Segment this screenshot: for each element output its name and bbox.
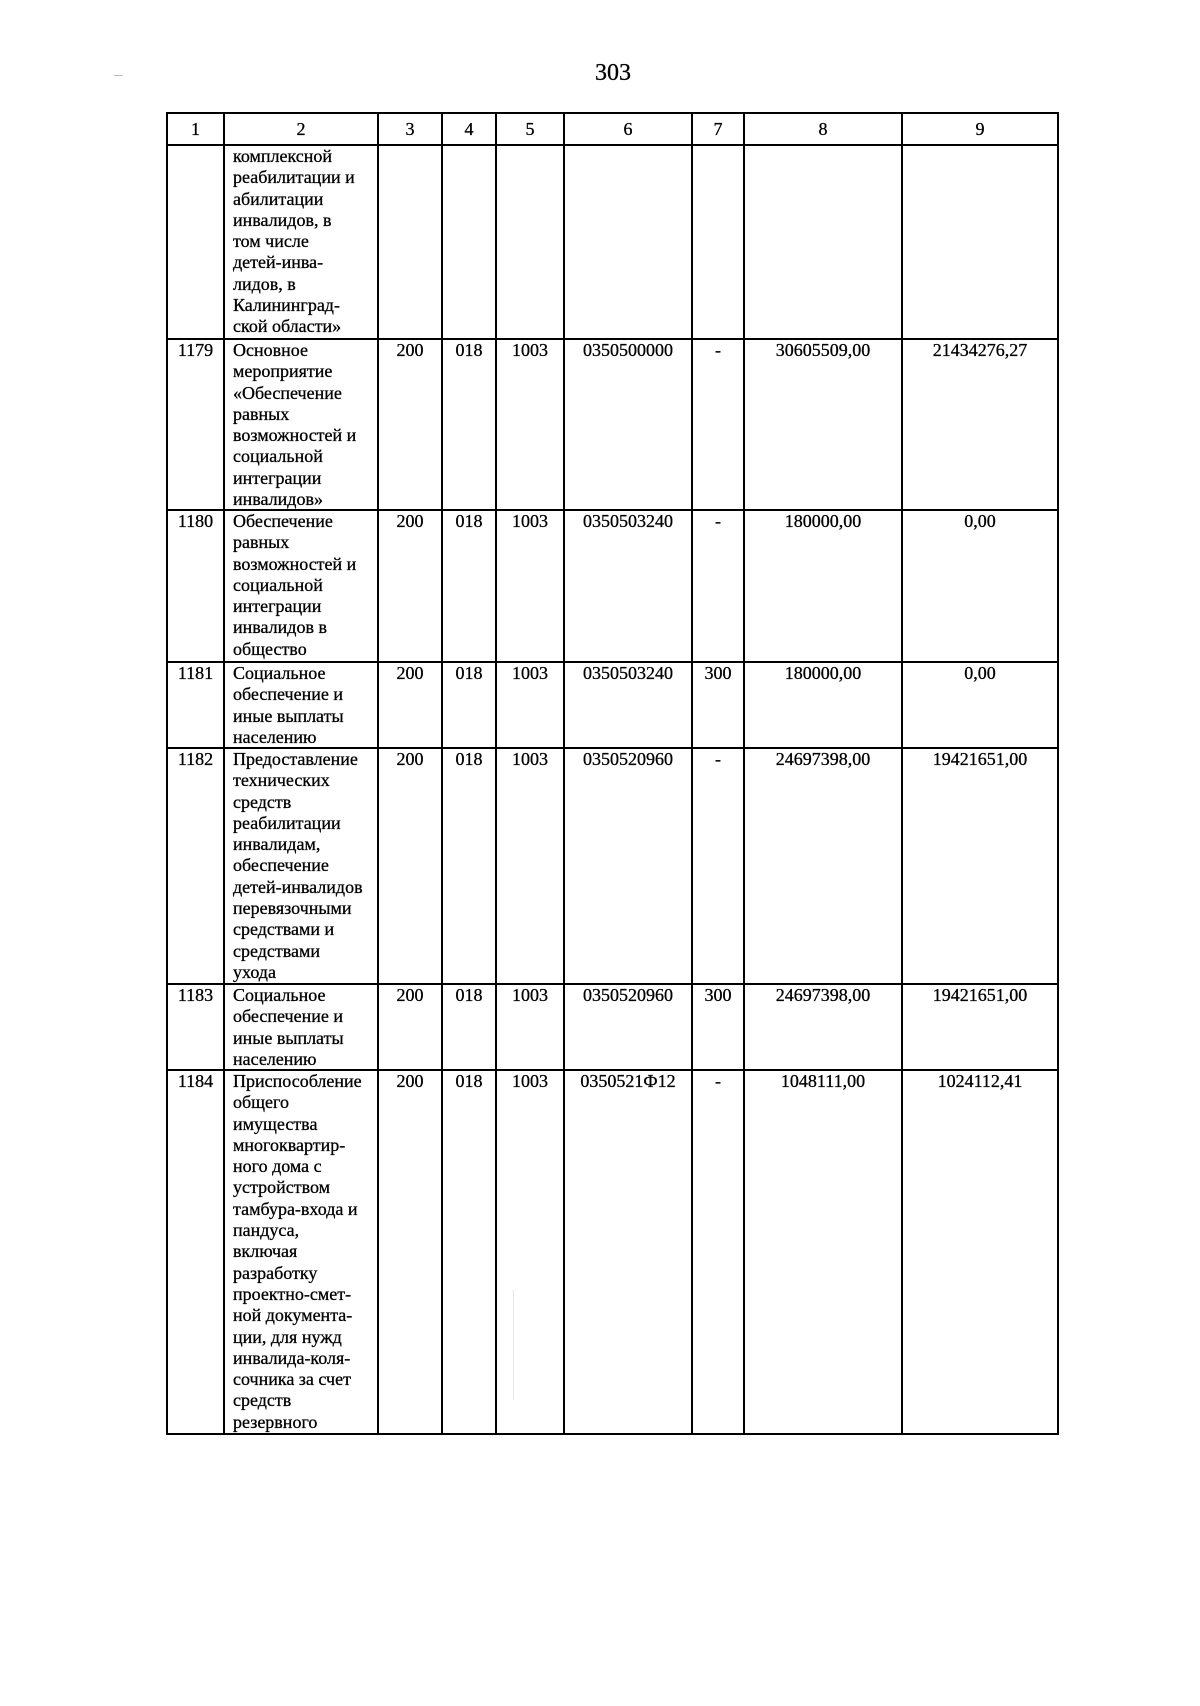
value-cell-col-4: [443, 146, 497, 340]
value-cell-col-7: 300: [693, 985, 745, 1071]
description-line: равных: [233, 532, 290, 553]
value-cell-col-4: 018: [443, 511, 497, 663]
description-cell: [225, 663, 379, 749]
description-cell: [225, 1071, 379, 1435]
value-cell-col-3: 200: [379, 985, 443, 1071]
description-line: инвалидов в: [233, 617, 327, 638]
header-cell-col-9: 9: [903, 114, 1059, 146]
description-line: возможностей и: [233, 553, 357, 574]
description-line: включая: [233, 1241, 298, 1262]
description-line: детей-инва-: [233, 252, 324, 273]
description-line: перевязочными: [233, 898, 352, 919]
value-cell-col-4: 018: [443, 340, 497, 511]
row-number-cell: 1184: [168, 1071, 225, 1435]
description-line: населению: [233, 726, 317, 747]
value-cell-col-9: 21434276,27: [903, 340, 1059, 511]
description-cell: [225, 340, 379, 511]
value-cell-col-4: 018: [443, 749, 497, 985]
value-cell-col-3: 200: [379, 749, 443, 985]
description-line: ного дома с: [233, 1156, 322, 1177]
description-line: комплексной: [233, 146, 333, 166]
description-line: общего: [233, 1092, 289, 1113]
value-cell-col-7: -: [693, 749, 745, 985]
value-cell-col-6: 0350503240: [565, 511, 693, 663]
value-cell-col-9: 19421651,00: [903, 749, 1059, 985]
description-line: тамбура-входа и: [233, 1198, 358, 1219]
value-cell-col-5: 1003: [497, 340, 565, 511]
value-cell-col-8: 24697398,00: [745, 749, 903, 985]
value-cell-col-6: 0350503240: [565, 663, 693, 749]
description-line: Социальное: [233, 985, 326, 1005]
description-line: инвалидов»: [233, 489, 323, 510]
description-line: возможностей и: [233, 425, 357, 446]
description-line: средств: [233, 1390, 292, 1411]
description-line: интеграции: [233, 596, 322, 617]
description-line: Калининград-: [233, 295, 340, 316]
scan-mark: [114, 75, 123, 76]
row-number-cell: 1180: [168, 511, 225, 663]
description-cell: [225, 749, 379, 985]
header-cell-col-7: 7: [693, 114, 745, 146]
description-line: многоквартир-: [233, 1134, 346, 1155]
description-line: инвалидов, в: [233, 209, 332, 230]
description-line: инвалидам,: [233, 834, 321, 855]
value-cell-col-6: 0350521Ф12: [565, 1071, 693, 1435]
value-cell-col-3: 200: [379, 340, 443, 511]
value-cell-col-9: [903, 146, 1059, 340]
header-cell-col-3: 3: [379, 114, 443, 146]
description-line: том числе: [233, 231, 309, 252]
description-line: общество: [233, 638, 307, 659]
value-cell-col-5: 1003: [497, 511, 565, 663]
value-cell-col-3: 200: [379, 1071, 443, 1435]
page-number: 303: [595, 60, 631, 86]
value-cell-col-5: 1003: [497, 749, 565, 985]
description-line: обеспечение: [233, 855, 329, 876]
value-cell-col-5: 1003: [497, 985, 565, 1071]
description-cell: [225, 985, 379, 1071]
value-cell-col-9: 19421651,00: [903, 985, 1059, 1071]
value-cell-col-8: 180000,00: [745, 511, 903, 663]
description-line: средствами и: [233, 919, 335, 940]
value-cell-col-8: [745, 146, 903, 340]
description-line: абилитации: [233, 188, 324, 209]
value-cell-col-6: 0350520960: [565, 749, 693, 985]
value-cell-col-7: -: [693, 340, 745, 511]
header-cell-col-6: 6: [565, 114, 693, 146]
value-cell-col-6: [565, 146, 693, 340]
value-cell-col-3: 200: [379, 663, 443, 749]
value-cell-col-8: 180000,00: [745, 663, 903, 749]
value-cell-col-9: 1024112,41: [903, 1071, 1059, 1435]
description-line: иные выплаты: [233, 1027, 344, 1048]
row-number-cell: 1181: [168, 663, 225, 749]
description-line: социальной: [233, 446, 323, 467]
header-cell-col-2: 2: [225, 114, 379, 146]
description-line: пандуса,: [233, 1220, 300, 1241]
header-cell-col-8: 8: [745, 114, 903, 146]
description-line: равных: [233, 403, 290, 424]
description-line: имущества: [233, 1113, 318, 1134]
description-line: интеграции: [233, 467, 322, 488]
value-cell-col-9: 0,00: [903, 663, 1059, 749]
description-line: социальной: [233, 574, 323, 595]
description-line: обеспечение и: [233, 1006, 343, 1027]
header-cell-col-4: 4: [443, 114, 497, 146]
description-line: Основное: [233, 340, 308, 360]
description-line: ухода: [233, 961, 276, 982]
value-cell-col-6: 0350520960: [565, 985, 693, 1071]
value-cell-col-3: 200: [379, 511, 443, 663]
description-cell: [225, 146, 379, 340]
description-line: «Обеспечение: [233, 382, 342, 403]
value-cell-col-5: 1003: [497, 1071, 565, 1435]
description-line: разработку: [233, 1262, 318, 1283]
row-number-cell: 1182: [168, 749, 225, 985]
description-line: Предоставление: [233, 749, 358, 769]
description-line: мероприятие: [233, 361, 333, 382]
description-line: проектно-смет-: [233, 1283, 352, 1304]
description-line: реабилитации: [233, 812, 341, 833]
value-cell-col-7: [693, 146, 745, 340]
description-line: детей-инвалидов: [233, 876, 363, 897]
description-line: резервного: [233, 1411, 318, 1432]
description-line: ской области»: [233, 316, 342, 337]
budget-table: [166, 112, 1059, 1435]
description-line: лидов, в: [233, 273, 296, 294]
value-cell-col-8: 1048111,00: [745, 1071, 903, 1435]
description-line: Обеспечение: [233, 511, 333, 531]
value-cell-col-8: 24697398,00: [745, 985, 903, 1071]
row-number-cell: 1183: [168, 985, 225, 1071]
description-line: ной документа-: [233, 1305, 353, 1326]
value-cell-col-4: 018: [443, 985, 497, 1071]
value-cell-col-8: 30605509,00: [745, 340, 903, 511]
header-cell-col-1: 1: [168, 114, 225, 146]
description-line: Приспособление: [233, 1071, 362, 1091]
value-cell-col-4: 018: [443, 663, 497, 749]
value-cell-col-9: 0,00: [903, 511, 1059, 663]
description-line: технических: [233, 770, 330, 791]
description-line: Социальное: [233, 663, 326, 683]
description-line: средств: [233, 791, 292, 812]
description-line: реабилитации и: [233, 167, 355, 188]
description-line: средствами: [233, 940, 321, 961]
description-cell: [225, 511, 379, 663]
description-line: сочника за счет: [233, 1369, 351, 1390]
row-number-cell: [168, 146, 225, 340]
value-cell-col-7: -: [693, 1071, 745, 1435]
value-cell-col-4: 018: [443, 1071, 497, 1435]
scan-artifact: [513, 1290, 514, 1400]
header-cell-col-5: 5: [497, 114, 565, 146]
description-line: населению: [233, 1048, 317, 1069]
value-cell-col-5: 1003: [497, 663, 565, 749]
value-cell-col-6: 0350500000: [565, 340, 693, 511]
description-line: инвалида-коля-: [233, 1347, 351, 1368]
description-line: устройством: [233, 1177, 330, 1198]
description-line: ции, для нужд: [233, 1326, 342, 1347]
description-line: иные выплаты: [233, 705, 344, 726]
description-line: обеспечение и: [233, 684, 343, 705]
value-cell-col-7: 300: [693, 663, 745, 749]
row-number-cell: 1179: [168, 340, 225, 511]
value-cell-col-3: [379, 146, 443, 340]
value-cell-col-5: [497, 146, 565, 340]
value-cell-col-7: -: [693, 511, 745, 663]
